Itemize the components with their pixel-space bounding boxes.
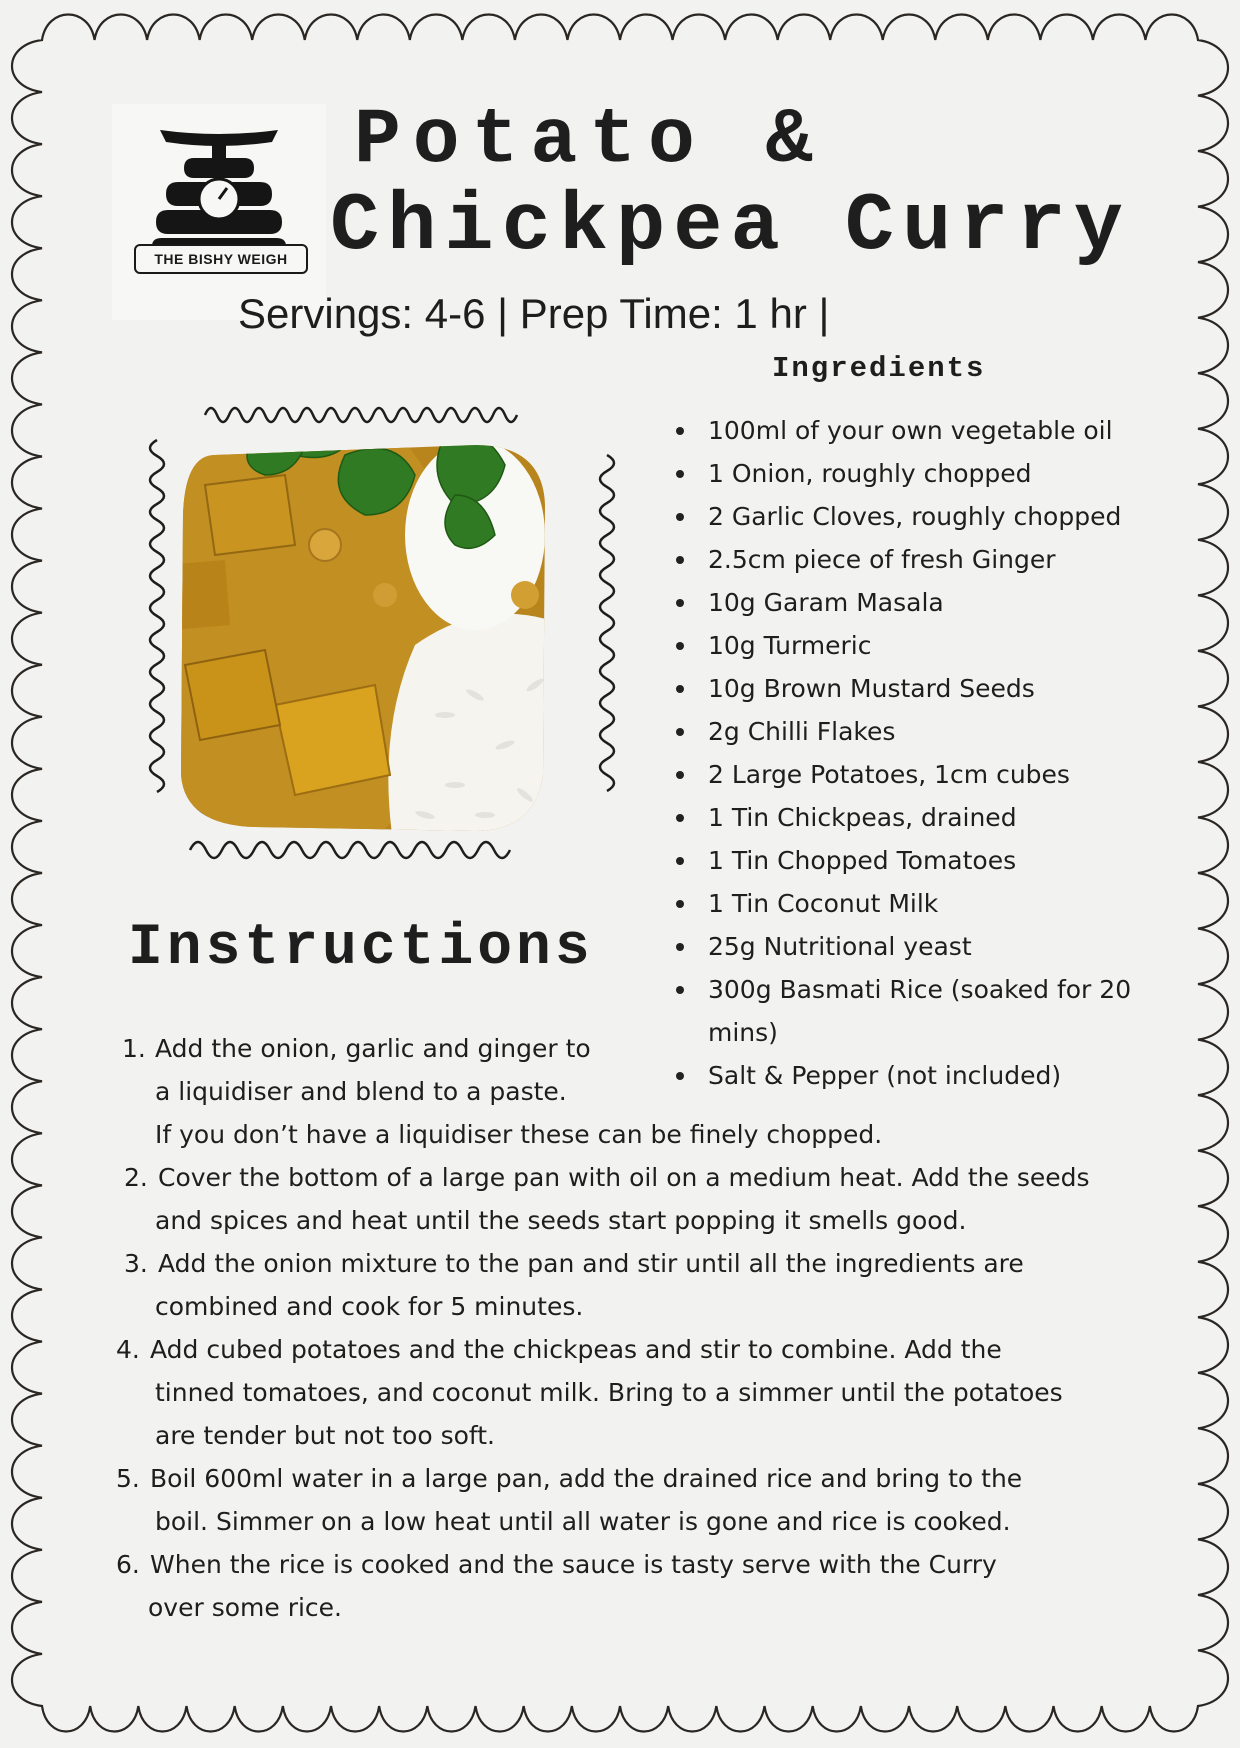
ingredients-heading: Ingredients [772,352,986,385]
ingredient-item: 300g Basmati Rice (soaked for 20 mins) [708,968,1138,1054]
step-number: 6. [116,1550,140,1579]
ingredient-item: 1 Tin Chopped Tomatoes [708,839,1178,882]
ingredient-item: 10g Garam Masala [708,581,1178,624]
photo-squiggle-left [150,440,164,792]
step-number: 3. [124,1249,148,1278]
photo-squiggle-right [600,455,614,791]
step-text: Boil 600ml water in a large pan, add the drained rice and bring to the [150,1464,1023,1493]
ingredient-item: 2 Large Potatoes, 1cm cubes [708,753,1178,796]
ingredients-list [708,409,1178,1097]
ingredient-item: 10g Turmeric [708,624,1178,667]
servings-prep-time: Servings: 4-6 | Prep Time: 1 hr | [238,290,830,337]
step-number: 2. [124,1163,148,1192]
step-text: If you don’t have a liquidiser these can be finely chopped. [155,1120,883,1149]
step-text: Add the onion mixture to the pan and stir until all the ingredients are [158,1249,1024,1278]
instructions-heading: Instructions [128,916,594,981]
step-text: a liquidiser and blend to a paste. [155,1077,567,1106]
bishy-weigh-logo [112,104,326,320]
step-number: 5. [116,1464,140,1493]
step-number: 4. [116,1335,140,1364]
photo-squiggle-top [205,408,517,422]
step-number: 1. [122,1034,146,1063]
ingredient-item: 2g Chilli Flakes [708,710,1178,753]
ingredient-item: 10g Brown Mustard Seeds [708,667,1178,710]
ingredient-item: 1 Tin Chickpeas, drained [708,796,1178,839]
step-text: Add the onion, garlic and ginger to [155,1034,591,1063]
recipe-title-line-2: Chickpea Curry [330,180,1131,273]
step-text: tinned tomatoes, and coconut milk. Bring to a simmer until the potatoes [155,1378,1063,1407]
ingredient-item: 1 Tin Coconut Milk [708,882,1178,925]
step-text: and spices and heat until the seeds start popping it smells good. [155,1206,967,1235]
step-text: When the rice is cooked and the sauce is tasty serve with the Curry [150,1550,997,1579]
ingredient-item: 25g Nutritional yeast [708,925,1178,968]
recipe-title-line-1: Potato & [354,97,825,185]
photo-squiggle-bottom [190,842,510,858]
step-text: combined and cook for 5 minutes. [155,1292,584,1321]
ingredient-item: 2 Garlic Cloves, roughly chopped [708,495,1178,538]
step-text: are tender but not too soft. [155,1421,496,1450]
step-text: over some rice. [148,1593,342,1622]
ingredient-item: Salt & Pepper (not included) [708,1054,1178,1097]
logo-label: THE BISHY WEIGH [134,244,308,274]
scale-icon [112,104,326,320]
ingredient-item: 100ml of your own vegetable oil [708,409,1178,452]
step-text: Add cubed potatoes and the chickpeas and stir to combine. Add the [150,1335,1002,1364]
ingredient-item: 1 Onion, roughly chopped [708,452,1178,495]
step-text: boil. Simmer on a low heat until all water is gone and rice is cooked. [155,1507,1011,1536]
step-text: Cover the bottom of a large pan with oil on a medium heat. Add the seeds [158,1163,1090,1192]
curry-photo [145,395,625,875]
ingredient-item: 2.5cm piece of fresh Ginger [708,538,1178,581]
